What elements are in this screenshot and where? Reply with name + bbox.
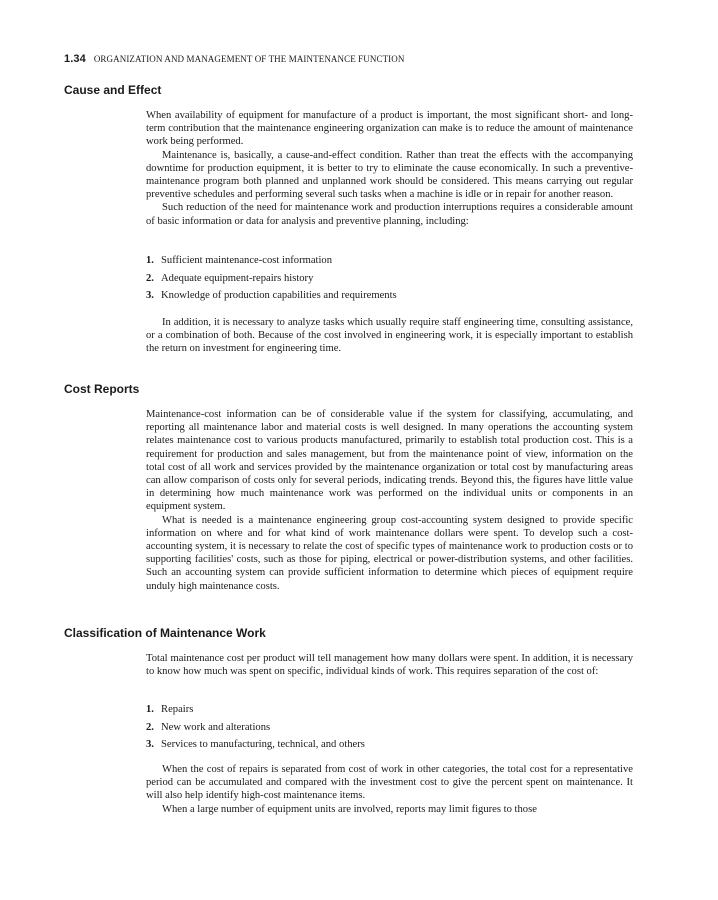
section-heading-cause-and-effect: Cause and Effect [64,83,162,97]
list-item: 2. Adequate equipment-repairs history [146,272,314,284]
section-body-cause-and-effect [146,109,633,228]
section-heading-classification: Classification of Maintenance Work [64,626,266,640]
paragraph: In addition, it is necessary to analyze tasks which usually require staff engineering time, consulting assistance, or a combination of both. Because of the cost involved in engineering work, it is especially important to establish the return on investment for engineering time. [146,317,633,355]
list-classification [146,703,633,756]
list-item: 1. Repairs [146,704,194,715]
list-item: 1. Sufficient maintenance-cost information [146,255,333,266]
section-heading-cost-reports: Cost Reports [64,382,140,396]
section-body-cost-reports [146,408,633,593]
section-closing-cause-and-effect [146,316,633,356]
list-cause-and-effect [146,254,633,307]
section-closing-classification [146,763,633,816]
paragraph: Such reduction of the need for maintenance work and production interruptions requires a considerable amount of basic information or data for analysis and preventive planning, including: [146,202,633,227]
list-item: 3. Services to manufacturing, technical, and others [146,739,365,751]
paragraph: Total maintenance cost per product will tell management how many dollars were spent. In addition, it is necessary to know how much was spent on specific, individual kinds of work. This requires separation of the cost of: [146,653,633,678]
paragraph: When the cost of repairs is separated from cost of work in other categories, the total cost for a representative period can be accumulated and compared with the investment cost to give the percent spent on maintenance. It will also help identify high-cost maintenance items. [146,764,633,802]
running-title: ORGANIZATION AND MANAGEMENT OF THE MAINTENANCE FUNCTION [93,54,405,64]
paragraph: Maintenance-cost information can be of considerable value if the system for classifying, accumulating, and reporting all maintenance labor and material costs is well designed. In many operations the accounting system relates maintenance cost to various products manufactured, primarily to establish total production cost. This is a requirement for production and sales management, but from the maintenance point of view, information on the total cost of all work and services provided by the maintenance organization or total cost by manufacturing areas can allow comparison of costs only for several periods, indicating trends. Beyond this, the figures have little value in determining how much maintenance work was performed on the individual units or components in an equipment system. [146,409,633,513]
list-item: 3. Knowledge of production capabilities and requirements [146,290,397,302]
paragraph: When a large number of equipment units are involved, reports may limit figures to those [162,803,537,815]
paragraph: What is needed is a maintenance engineering group cost-accounting system designed to provide specific information on where and for what kind of work maintenance dollars were spent. To develop such a cost-accounting system, it is necessary to relate the cost of specific types of maintenance work to production costs or to supporting facilities' costs, such as those for piping, electrical or power-distribution systems, and other facilities. Such an accounting system can provide sufficient information to determine which pieces of equipment require unduly high maintenance costs. [146,514,633,592]
list-item: 2. New work and alterations [146,721,271,733]
running-head [64,53,404,65]
paragraph: Maintenance is, basically, a cause-and-effect condition. Rather than treat the effects with the accompanying downtime for production equipment, it is better to try to eliminate the cause economically. In such a preventive-maintenance program both planned and unplanned work should be considered. This means carrying out regular preventive schedules and performing several such tasks when a machine is idle or in repair for another reason. [146,149,633,201]
paragraph: When availability of equipment for manufacture of a product is important, the most significant short- and long-term contribution that the maintenance engineering organization can make is to reduce the amount of maintenance work being performed. [146,110,633,148]
page-number: 1.34 [64,53,86,65]
section-body-classification [146,652,633,678]
